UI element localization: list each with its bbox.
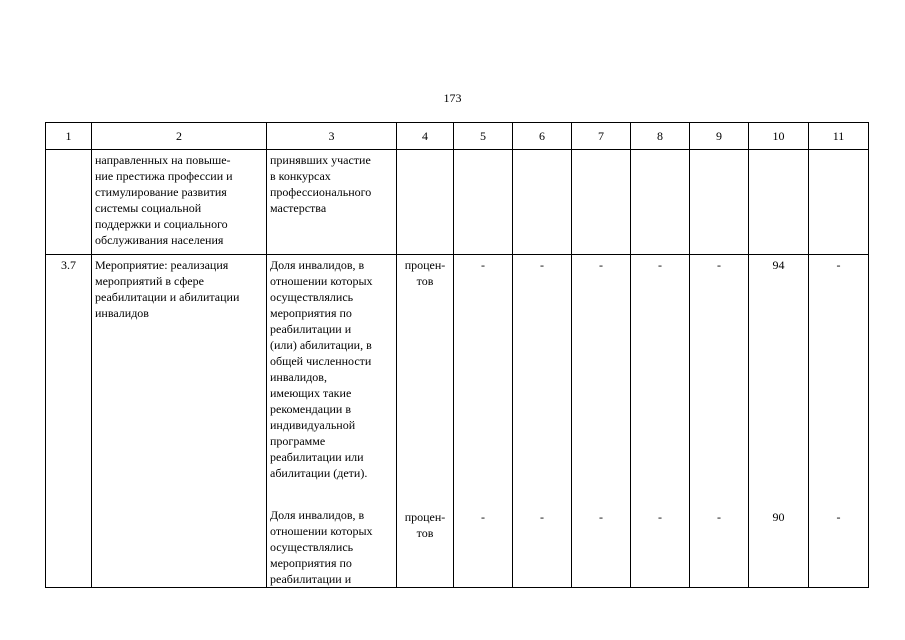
column-header: 4 <box>397 123 454 150</box>
value-cell: - - <box>690 255 749 588</box>
value-cell <box>809 150 869 255</box>
value-cell: - - <box>513 255 572 588</box>
column-header: 11 <box>809 123 869 150</box>
value-cell: - - <box>809 255 869 588</box>
row-number: 3.7 <box>61 258 76 272</box>
event-name-cell <box>92 255 267 588</box>
value-cell: - - <box>631 255 690 588</box>
column-header: 1 <box>46 123 92 150</box>
value-cell <box>454 150 513 255</box>
indicator-cell <box>267 150 397 255</box>
value-cell <box>572 150 631 255</box>
unit-cell <box>397 150 454 255</box>
value-cell <box>631 150 690 255</box>
value-cell <box>690 150 749 255</box>
column-header: 3 <box>267 123 397 150</box>
unit-label: процен- тов <box>404 510 446 540</box>
indicator-name: Доля инвалидов, в отношении которых осуществлялись мероприятия по реабилитации и <box>270 508 373 586</box>
indicator-name: принявших участие в конкурсах профессионального мастерства <box>270 153 372 215</box>
value-cell <box>513 150 572 255</box>
column-header: 5 <box>454 123 513 150</box>
unit-cell <box>397 255 454 588</box>
event-name-cell <box>92 150 267 255</box>
column-header: 10 <box>749 123 809 150</box>
event-name: направленных на повыше- ние престижа профессии и стимулирование развития системы социальной поддержки и социального обслуживания населения <box>95 153 233 247</box>
page-number: 173 <box>443 91 462 105</box>
row-number-cell <box>46 255 92 588</box>
unit-label: процен- тов <box>404 258 446 288</box>
value-cell: - - <box>454 255 513 588</box>
table-row <box>46 150 869 255</box>
indicator-name: Доля инвалидов, в отношении которых осуществлялись мероприятия по реабилитации и (или) абилитации, в общей численности инвалидов, имеющих такие рекомендации в индивидуальной программе реабилитации или абилитации (дети). <box>270 258 373 480</box>
column-number-header-row <box>46 123 869 150</box>
value-cell <box>749 150 809 255</box>
column-header: 9 <box>690 123 749 150</box>
value-cell: - - <box>572 255 631 588</box>
table-row <box>46 255 869 588</box>
column-header: 6 <box>513 123 572 150</box>
row-number-cell <box>46 150 92 255</box>
column-header: 2 <box>92 123 267 150</box>
indicator-cell <box>267 255 397 588</box>
column-header: 7 <box>572 123 631 150</box>
value-cell: 94 90 <box>749 255 809 588</box>
document-table <box>45 122 869 588</box>
column-header: 8 <box>631 123 690 150</box>
event-name: Мероприятие: реализация мероприятий в сфере реабилитации и абилитации инвалидов <box>95 258 240 320</box>
